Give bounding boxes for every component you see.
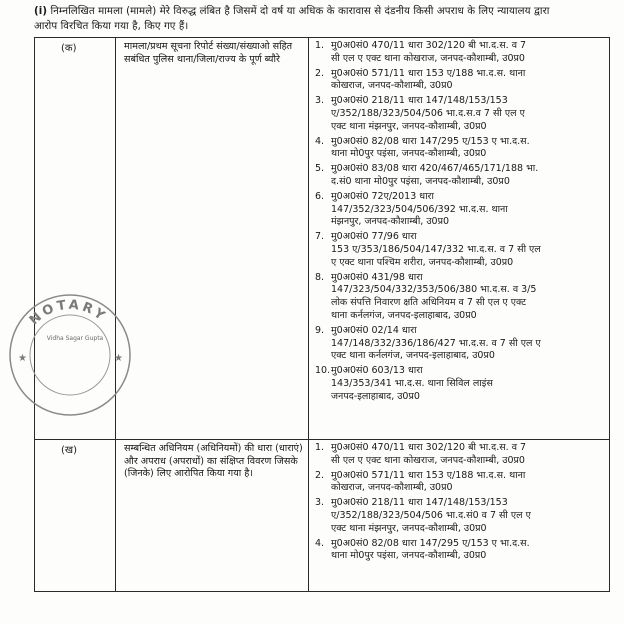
- list-item: [309, 363, 609, 403]
- item-number: 7.: [315, 231, 325, 243]
- item-text: मु0अ0सं0 83/08 धारा 420/467/465/171/188 भा. द.सं0 थाना मो0पुर पइंसा, जनपद-कौशाम्बी, उ0प्र0: [331, 163, 539, 187]
- item-text: मु0अ0सं0 02/14 धारा 147/148/332/336/186/427 भा.द.स. व 7 सी एल ए एक्ट थाना कर्नलगंज, जनपद-इलाहाबाद, उ0प्र0: [331, 324, 541, 362]
- row-label: (क): [35, 38, 116, 440]
- item-text: मु0अ0सं0 82/08 धारा 147/295 ए/153 ए भा.द.स. थाना मो0पुर पइंसा, जनपद-कौशाम्बी, उ0प्र0: [331, 537, 530, 562]
- item-number: 4.: [315, 537, 325, 549]
- row-label: (ख): [35, 440, 116, 592]
- case-list-cell: [309, 38, 610, 440]
- intro-paragraph: [34, 4, 564, 34]
- row-heading: [116, 38, 309, 440]
- intro-number: (i): [34, 6, 48, 17]
- charge-list-cell: [309, 440, 610, 592]
- star-icon: ★: [114, 353, 123, 364]
- item-number: 1.: [315, 40, 325, 51]
- item-text: मु0अ0सं0 603/13 धारा 143/353/341 भा.द.स. थाना सिविल लाइंस जनपद-इलाहाबाद, उ0प्र0: [331, 365, 493, 402]
- stamp-name: Vidha Sagar Gupta: [46, 335, 104, 342]
- item-number: 10.: [315, 365, 331, 377]
- item-text: मु0अ0सं0 571/11 धारा 153 ए/188 भा.द.स. थाना कोखराज, जनपद-कौशाम्बी, उ0प्र0: [331, 67, 526, 92]
- item-text: मु0अ0सं0 77/96 धारा 153 ए/353/186/504/147/332 भा.द.स. व 7 सी एल ए एक्ट थाना पश्चिम शरीरा, जनपद-कौशाम्बी, उ0प्र0: [331, 231, 541, 268]
- list-item: [309, 93, 609, 133]
- list-item: [309, 66, 609, 94]
- case-list: [309, 38, 609, 404]
- row-heading: [116, 440, 309, 592]
- list-item: [309, 189, 609, 229]
- notary-stamp: [4, 289, 136, 421]
- item-text: मु0अ0सं0 470/11 धारा 302/120 बी भा.द.स. व 7 सी एल ए एक्ट थाना कोखराज, जनपद-कौशाम्बी, उ0प्र0: [331, 40, 527, 64]
- list-item: [309, 536, 609, 564]
- list-item: [309, 134, 609, 162]
- list-item: [309, 323, 609, 363]
- item-number: 2.: [315, 67, 325, 79]
- list-item: [309, 468, 609, 496]
- item-text: मु0अ0सं0 470/11 धारा 302/120 बी भा.द.स. व 7 सी एल ए एक्ट थाना कोखराज, जनपद-कौशाम्बी, उ0प्र0: [331, 442, 527, 466]
- stamp-title: NOTARY: [26, 297, 110, 329]
- item-number: 3.: [315, 95, 325, 107]
- list-item: [309, 161, 609, 189]
- item-number: 3.: [315, 497, 325, 509]
- table-row-kha: [35, 440, 610, 592]
- intro-text: निम्नलिखित मामला (मामले) मेरे विरुद्ध लंबित है जिसमें दो वर्ष या अधिक के कारावास से दंडनीय किसी अपराध के लिए न्यायालय द्वारा आरोप विरचित किया गया है, किए गए हैं।: [34, 6, 550, 32]
- item-text: मु0अ0सं0 218/11 धारा 147/148/153/153 ए/352/188/323/504/506 भा.द.स.व 7 सी एल ए एक्ट थाना मंझनपुर, जनपद-कौशाम्बी, उ0प्र0: [331, 95, 525, 132]
- item-text: मु0अ0सं0 72ए/2013 धारा 147/352/323/504/506/392 भा.द.स. थाना मंझनपुर, जनपद-कौशाम्बी, उ0प्र0: [331, 190, 508, 228]
- list-item: [309, 440, 609, 468]
- list-item: [309, 270, 609, 323]
- row-heading-text: मामला/प्रथम सूचना रिपोर्ट संख्या/संख्याओ सहित सबंधित पुलिस थाना/जिला/राज्य के पूर्ण ब्यौरे: [124, 41, 293, 65]
- item-number: 1.: [315, 442, 325, 453]
- item-text: मु0अ0सं0 218/11 धारा 147/148/153/153 ए/352/188/323/504/506 भा.द.सं0 व 7 सी एल ए एक्ट थाना मंझनपुर, जनपद-कौशाम्बी, उ0प्र0: [331, 497, 531, 534]
- item-number: 6.: [315, 190, 325, 202]
- star-icon: ★: [18, 353, 27, 364]
- item-text: मु0अ0सं0 431/98 धारा 147/323/504/332/353/506/380 भा.द.स. व 3/5 लोक संपत्ति निवारण क्षति अधिनियम व 7 सी एल ए एक्ट थाना कर्नलगंज, जनपद-इलाहाबाद, उ0प्र0: [331, 271, 537, 321]
- list-item: [309, 38, 609, 66]
- list-item: [309, 495, 609, 535]
- row-heading-text: सम्बन्धित अधिनियम (अधिनियमों) की धारा (धाराएं) और अपराध (अपराधों) का संक्षिप्त विवरण जिसके (जिनके) लिए आरोपित किया गया है।: [124, 443, 303, 480]
- charge-list: [309, 440, 609, 563]
- item-number: 9.: [315, 324, 325, 336]
- item-text: मु0अ0सं0 571/11 धारा 153 ए/188 भा.द.स. थाना कोखराज, जनपद-कौशाम्बी, उ0प्र0: [331, 469, 526, 494]
- item-number: 2.: [315, 469, 325, 481]
- notary-seal-graphic: [4, 289, 136, 421]
- item-number: 5.: [315, 163, 325, 175]
- item-text: मु0अ0सं0 82/08 धारा 147/295 ए/153 ए भा.द.स. थाना मो0पुर पइंसा, जनपद-कौशाम्बी, उ0प्र0: [331, 135, 530, 160]
- list-item: [309, 229, 609, 269]
- item-number: 8.: [315, 271, 325, 283]
- item-number: 4.: [315, 135, 325, 147]
